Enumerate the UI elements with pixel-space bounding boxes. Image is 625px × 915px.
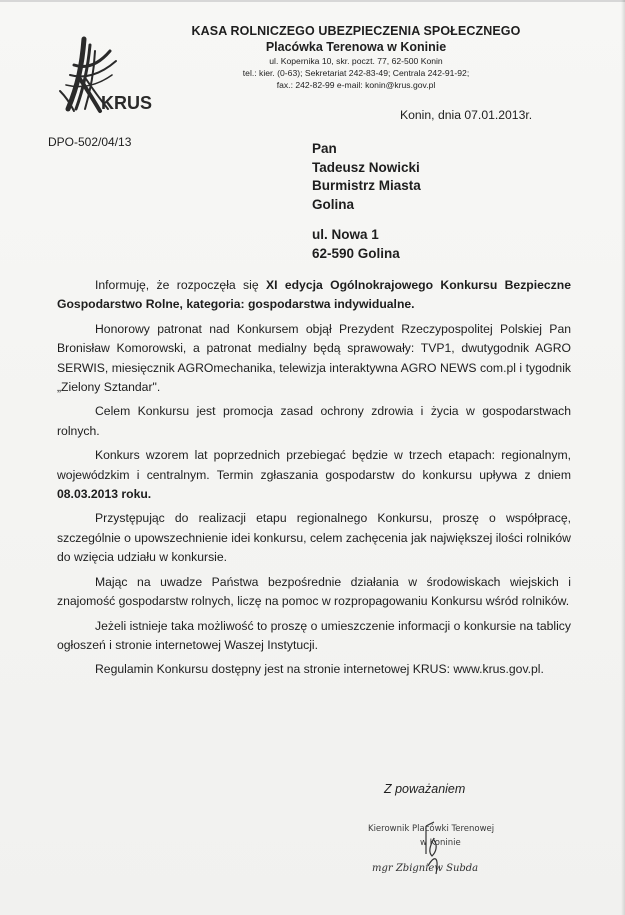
recipient-name: Tadeusz Nowicki [312, 159, 420, 175]
reference-number: DPO-502/04/13 [48, 135, 132, 149]
p1-text: Informuję, że rozpoczęła się [95, 278, 266, 292]
address-line-1: ul. Kopernika 10, skr. poczt. 77, 62-500 Konin [269, 56, 443, 66]
p4-bold: 08.03.2013 roku. [57, 487, 152, 502]
p1-bold: XI edycja Ogólnokrajowego Konkursu Bezpieczne Gospodarstwo Rolne, kategoria: gospodarstwa indywidualne. [57, 278, 571, 312]
paragraph-7: Jeżeli istnieje taka możliwość to proszę o umieszczenie informacji o konkursie na tablicy ogłoszeń i stronie internetowej Waszej Instytucji. [57, 618, 571, 652]
letter-date: Konin, dnia 07.01.2013r. [400, 108, 533, 122]
branch-name: Placówka Terenowa w Koninie [265, 40, 447, 54]
paragraph-4 [57, 446, 571, 504]
closing: Z poważaniem [384, 782, 466, 796]
recipient-salutation: Pan [312, 141, 337, 156]
krus-logo [54, 35, 153, 115]
letter-body [57, 276, 571, 685]
stamp-line-1: Kierownik Placówki Terenowej [368, 824, 495, 834]
paragraph-2: Honorowy patronat nad Konkursem objął Prezydent Rzeczypospolitej Polskiej Pan Bronisław Komorowski, a patronat medialny będą sprawowały: TVP1, dwutygodnik AGRO SERWIS, miesięcznik AGROmechanika, telewizja interaktywna AGRO NEWS com.pl i tygodnik „Zielony Sztandar". [57, 321, 571, 395]
address-line-2: tel.: kier. (0-63); Sekretariat 242-83-49; Centrala 242-91-92; [242, 68, 470, 78]
logo-text: KRUS [101, 93, 153, 113]
recipient-postal: 62-590 Golina [312, 245, 400, 261]
organization-name: KASA ROLNICZEGO UBEZPIECZENIA SPOŁECZNEGO [191, 24, 521, 38]
paragraph-5: Przystępując do realizacji etapu regionalnego Konkursu, proszę o współpracę, szczególnie o upowszechnienie idei konkursu, celem zachęcenia jak największej ilości rolników do wzięcia udziału w konkursie. [57, 511, 571, 565]
recipient-town: Golina [312, 196, 355, 212]
paragraph-6: Mając na uwadze Państwa bezpośrednie działania w środowiskach wiejskich i znajomość gospodarstw rolnych, liczę na pomoc w rozpropagowaniu Konkursu wśród rolników. [57, 574, 571, 609]
signature-stamp [368, 818, 528, 882]
recipient-title: Burmistrz Miasta [312, 178, 421, 193]
address-line-3: fax.: 242-82-99 e-mail: konin@krus.gov.pl [276, 80, 436, 90]
recipient-street: ul. Nowa 1 [312, 227, 379, 242]
p4-text: Konkurs wzorem lat poprzednich przebiegać będzie w trzech etapach: regionalnym, wojewódzkim i centralnym. Termin zgłaszania gospodarstw do konkursu upływa z dniem [57, 448, 571, 482]
stamp-line-2: w Koninie [420, 838, 461, 848]
paragraph-1 [57, 276, 571, 315]
paragraph-8: Regulamin Konkursu dostępny jest na stronie internetowej KRUS: www.krus.gov.pl. [95, 662, 544, 677]
signer-name: mgr Zbigniew Subda [372, 863, 479, 874]
recipient-block [312, 140, 421, 263]
scan-edge [0, 0, 625, 2]
letterhead [176, 24, 536, 90]
scan-shadow [621, 0, 625, 915]
paragraph-3: Celem Konkursu jest promocja zasad ochrony zdrowia i życia w gospodarstwach rolnych. [57, 404, 571, 438]
